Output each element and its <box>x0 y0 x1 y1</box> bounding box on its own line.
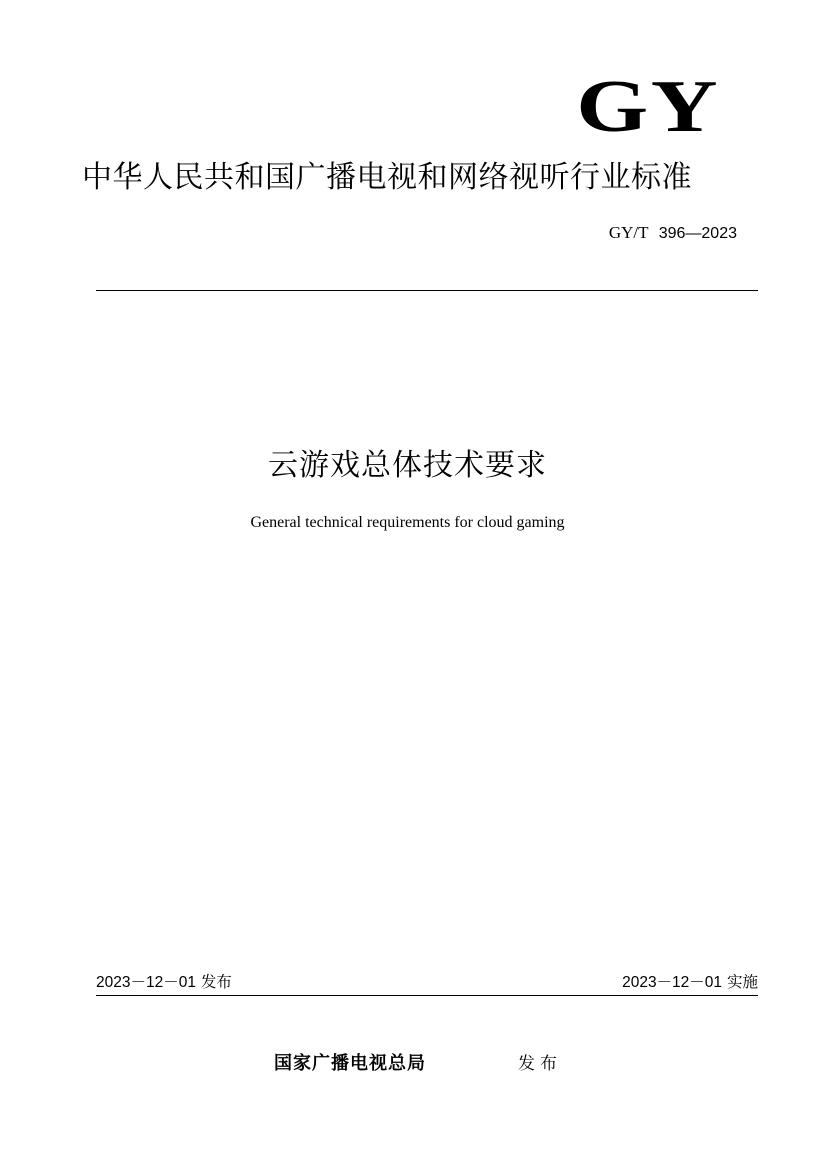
header-divider <box>96 290 758 291</box>
standard-code-prefix: GY/T <box>608 223 649 242</box>
implement-label: 实施 <box>726 973 758 991</box>
standard-code <box>609 222 737 245</box>
organization-title: 中华人民共和国广播电视和网络视听行业标准 <box>82 160 692 195</box>
footer-divider <box>96 995 758 996</box>
gy-logo: GY <box>576 66 720 148</box>
standard-code-number: 396—2023 <box>658 225 737 242</box>
document-subtitle-english: General technical requirements for cloud gaming <box>250 514 565 531</box>
issue-label: 发布 <box>200 973 232 991</box>
implement-date-block <box>622 970 758 995</box>
date-row <box>96 970 758 994</box>
publish-label: 发布 <box>518 1054 562 1074</box>
implement-date: 2023－12－01 <box>622 974 723 991</box>
publisher-name: 国家广播电视总局 <box>274 1053 426 1074</box>
document-title: 云游戏总体技术要求 <box>268 448 547 483</box>
issue-date: 2023－12－01 <box>96 974 196 991</box>
issue-date-block <box>96 970 232 995</box>
